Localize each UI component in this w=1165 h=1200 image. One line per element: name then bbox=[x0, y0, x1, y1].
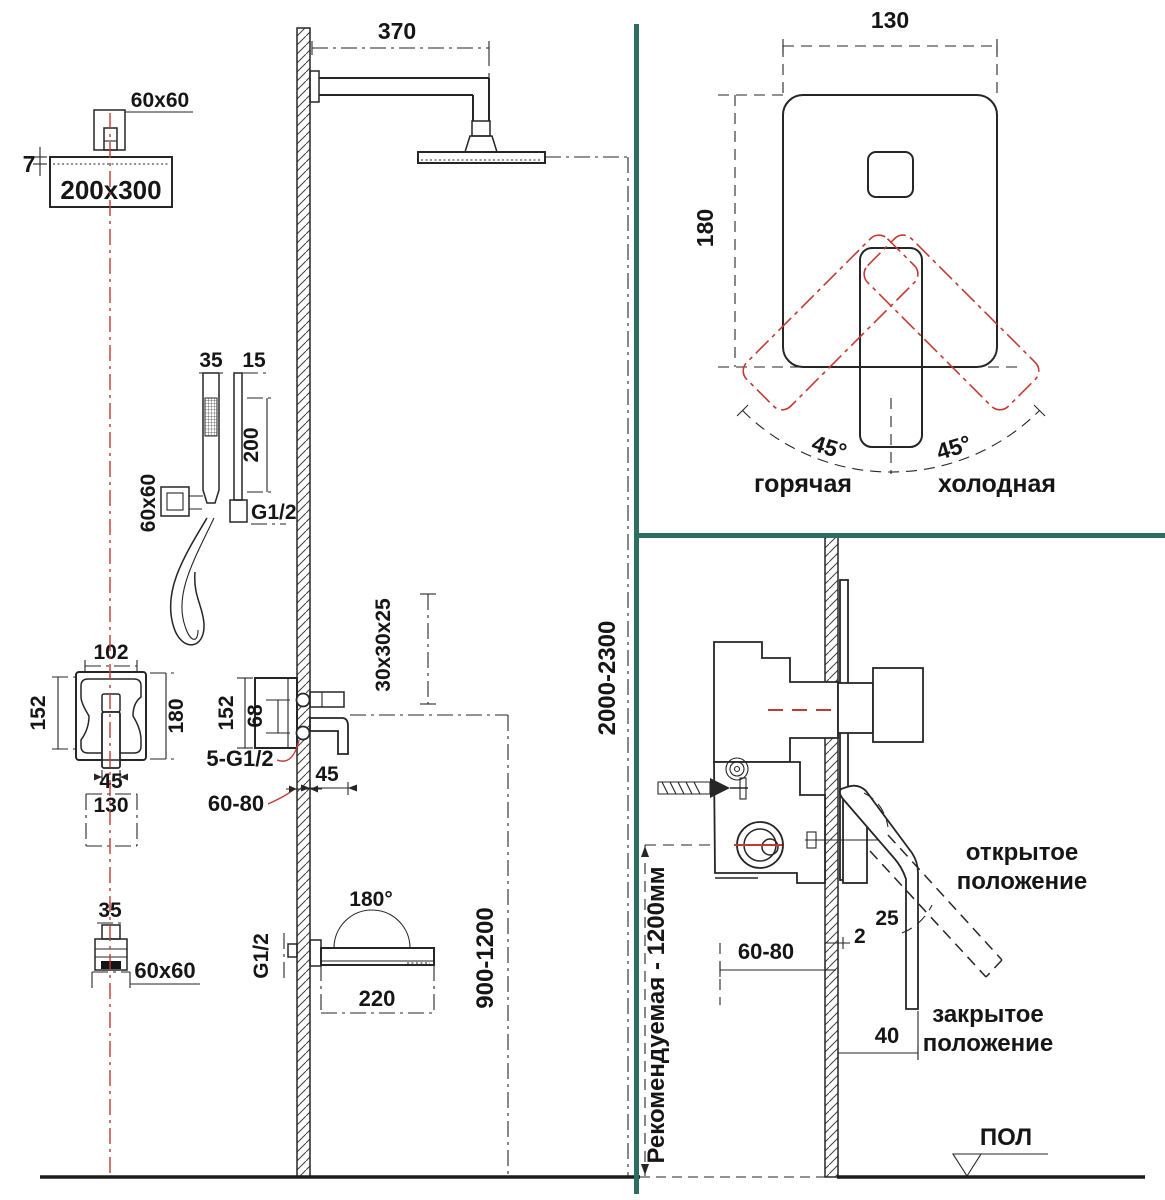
dim-valve-handle: 45 bbox=[315, 763, 339, 786]
dim-spout-thread: G1/2 bbox=[250, 933, 273, 979]
cold-water-label: холодная bbox=[938, 470, 1056, 498]
dim-outlet-width: 35 bbox=[98, 899, 122, 922]
position-labels bbox=[923, 839, 1087, 1057]
dim-head-thickness: 7 bbox=[22, 151, 36, 177]
dim-panel-width: 130 bbox=[870, 7, 910, 33]
dim-overall-height-group bbox=[594, 157, 628, 1177]
section-dimensions bbox=[641, 845, 918, 1176]
dim-slide-width: 15 bbox=[242, 349, 266, 372]
closed-position-line1: закрытое bbox=[932, 1001, 1044, 1028]
dim-slide-length: 200 bbox=[240, 427, 263, 463]
hand-shower-set bbox=[137, 349, 297, 645]
dim-slide-thread: G1/2 bbox=[251, 501, 297, 524]
trim-panel-view bbox=[640, 0, 1165, 535]
wall-hatched bbox=[297, 28, 310, 1177]
floor-marker bbox=[640, 1124, 1145, 1177]
mixer-trim-front bbox=[27, 641, 188, 846]
wall-outlet-front bbox=[92, 899, 200, 989]
dim-gap: 2 bbox=[854, 925, 866, 948]
dim-valve-port-gap: 68 bbox=[244, 704, 267, 728]
dim-trim-handle-width: 45 bbox=[99, 770, 123, 793]
dim-wall-depth: 60-80 bbox=[207, 791, 265, 816]
angle-left-label: 45° bbox=[808, 429, 850, 465]
concealed-valve-section bbox=[206, 594, 436, 816]
dim-outlet-square: 60x60 bbox=[134, 958, 196, 983]
panel-dimensions bbox=[692, 7, 1020, 367]
dim-handset-width: 35 bbox=[199, 349, 223, 372]
spout-section bbox=[250, 888, 434, 1013]
dim-mixer-height-group bbox=[350, 715, 508, 1177]
dim-head-size: 200x300 bbox=[60, 175, 162, 205]
angle-right-label: 45° bbox=[933, 429, 975, 465]
hot-water-label: горячая bbox=[754, 470, 852, 498]
dim-valve-outlet: 30x30x25 bbox=[372, 598, 395, 692]
dim-panel-height: 180 bbox=[692, 208, 718, 248]
rain-shower-arm bbox=[310, 18, 628, 163]
dim-holder-square: 60x60 bbox=[137, 473, 160, 533]
dim-open-angle: 25 bbox=[875, 907, 899, 930]
recommended-height-label: Рекомендуемая - 1200мм bbox=[643, 866, 670, 1164]
dim-trim-inner-height: 152 bbox=[27, 695, 50, 731]
ceiling-shower-head bbox=[23, 89, 193, 207]
panel-body bbox=[783, 95, 997, 447]
dim-head-bracket: 60x60 bbox=[130, 89, 190, 112]
dim-wall-depth-section: 60-80 bbox=[737, 939, 795, 964]
dim-spout-swivel: 180° bbox=[349, 888, 393, 911]
divider-vertical bbox=[634, 24, 639, 1194]
dim-trim-base-width: 130 bbox=[93, 794, 129, 817]
dim-trim-height: 180 bbox=[165, 698, 188, 734]
wall-hatched-section bbox=[825, 537, 838, 1177]
floor-label: ПОЛ bbox=[979, 1124, 1033, 1151]
dim-arm-length: 370 bbox=[377, 18, 417, 44]
dim-overall-height: 2000-2300 bbox=[594, 620, 621, 736]
open-position-line2: положение bbox=[956, 868, 1088, 895]
side-section-view bbox=[640, 535, 1165, 1200]
dim-trim-width: 102 bbox=[93, 641, 129, 664]
dim-valve-height: 152 bbox=[215, 695, 238, 731]
dim-handle-offset: 40 bbox=[874, 1023, 900, 1048]
divider-horizontal bbox=[634, 533, 1165, 538]
open-position-line1: открытое bbox=[965, 839, 1079, 866]
closed-position-line2: положение bbox=[922, 1030, 1054, 1057]
dim-spout-length: 220 bbox=[358, 986, 396, 1011]
dim-valve-threads: 5-G1/2 bbox=[206, 746, 274, 771]
dim-mixer-height: 900-1200 bbox=[472, 907, 499, 1009]
